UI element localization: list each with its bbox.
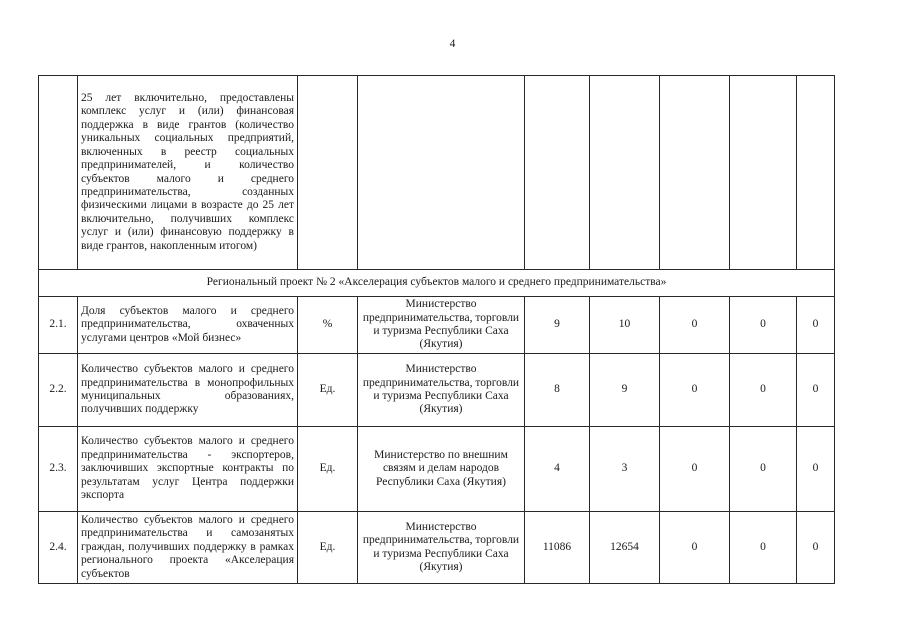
- table-row: [39, 297, 835, 354]
- cell-value-3: 0: [660, 354, 730, 427]
- cell-value-5: 0: [797, 427, 835, 512]
- cell-responsible: Министерство предпринимательства, торговли и туризма Республики Саха (Якутия): [358, 297, 525, 354]
- cell-value-2: [590, 76, 660, 270]
- cell-value-1: [525, 76, 590, 270]
- cell-indicator-name: Доля субъектов малого и среднего предпринимательства, охваченных услугами центров «Мой бизнес»: [78, 297, 298, 354]
- cell-value-2: 9: [590, 354, 660, 427]
- cell-value-2: 3: [590, 427, 660, 512]
- cell-value-4: 0: [730, 354, 797, 427]
- cell-value-3: 0: [660, 512, 730, 584]
- page-number: 4: [449, 38, 456, 50]
- cell-value-4: 0: [730, 427, 797, 512]
- cell-indicator-name: Количество субъектов малого и среднего предпринимательства и самозанятых граждан, получивших поддержку в рамках регионального проекта «Акселерация субъектов: [78, 512, 298, 584]
- cell-number: 2.1.: [39, 297, 78, 354]
- table-row: [39, 512, 835, 584]
- cell-number: 2.3.: [39, 427, 78, 512]
- cell-value-4: 0: [730, 297, 797, 354]
- table-row-continuation: [39, 76, 835, 270]
- cell-unit: Ед.: [298, 512, 358, 584]
- cell-number: 2.4.: [39, 512, 78, 584]
- cell-value-1: 11086: [525, 512, 590, 584]
- cell-value-5: [797, 76, 835, 270]
- cell-unit: Ед.: [298, 427, 358, 512]
- cell-responsible: Министерство по внешним связям и делам народов Республики Саха (Якутия): [358, 427, 525, 512]
- cell-number: [39, 76, 78, 270]
- cell-responsible: [358, 76, 525, 270]
- cell-value-5: 0: [797, 297, 835, 354]
- cell-indicator-name: 25 лет включительно, предоставлены комплекс услуг и (или) финансовая поддержка в виде грантов (количество уникальных социальных предприятий, включенных в реестр социальных предпринимателей, и количество субъектов малого и среднего предпринимательства, созданных физическими лицами в возрасте до 25 лет включительно, получивших комплекс услуг и (или) финансовую поддержку в виде грантов, накопленным итогом): [78, 76, 298, 270]
- indicators-table: [38, 75, 835, 584]
- cell-value-4: [730, 76, 797, 270]
- section-header-row: [39, 270, 835, 297]
- cell-value-3: 0: [660, 427, 730, 512]
- cell-value-3: 0: [660, 297, 730, 354]
- cell-value-4: 0: [730, 512, 797, 584]
- cell-value-1: 8: [525, 354, 590, 427]
- cell-value-1: 4: [525, 427, 590, 512]
- cell-value-3: [660, 76, 730, 270]
- cell-value-5: 0: [797, 512, 835, 584]
- table-row: [39, 354, 835, 427]
- section-title: Региональный проект № 2 «Акселерация субъектов малого и среднего предпринимательства»: [39, 270, 835, 297]
- cell-value-5: 0: [797, 354, 835, 427]
- cell-unit: %: [298, 297, 358, 354]
- cell-number: 2.2.: [39, 354, 78, 427]
- cell-value-2: 12654: [590, 512, 660, 584]
- cell-responsible: Министерство предпринимательства, торговли и туризма Республики Саха (Якутия): [358, 354, 525, 427]
- cell-value-2: 10: [590, 297, 660, 354]
- cell-unit: Ед.: [298, 354, 358, 427]
- cell-unit: [298, 76, 358, 270]
- cell-indicator-name: Количество субъектов малого и среднего предпринимательства - экспортеров, заключивших экспортные контракты по результатам услуг Центра поддержки экспорта: [78, 427, 298, 512]
- cell-value-1: 9: [525, 297, 590, 354]
- table-row: [39, 427, 835, 512]
- cell-indicator-name: Количество субъектов малого и среднего предпринимательства в монопрофильных муниципальных образованиях, получивших поддержку: [78, 354, 298, 427]
- cell-responsible: Министерство предпринимательства, торговли и туризма Республики Саха (Якутия): [358, 512, 525, 584]
